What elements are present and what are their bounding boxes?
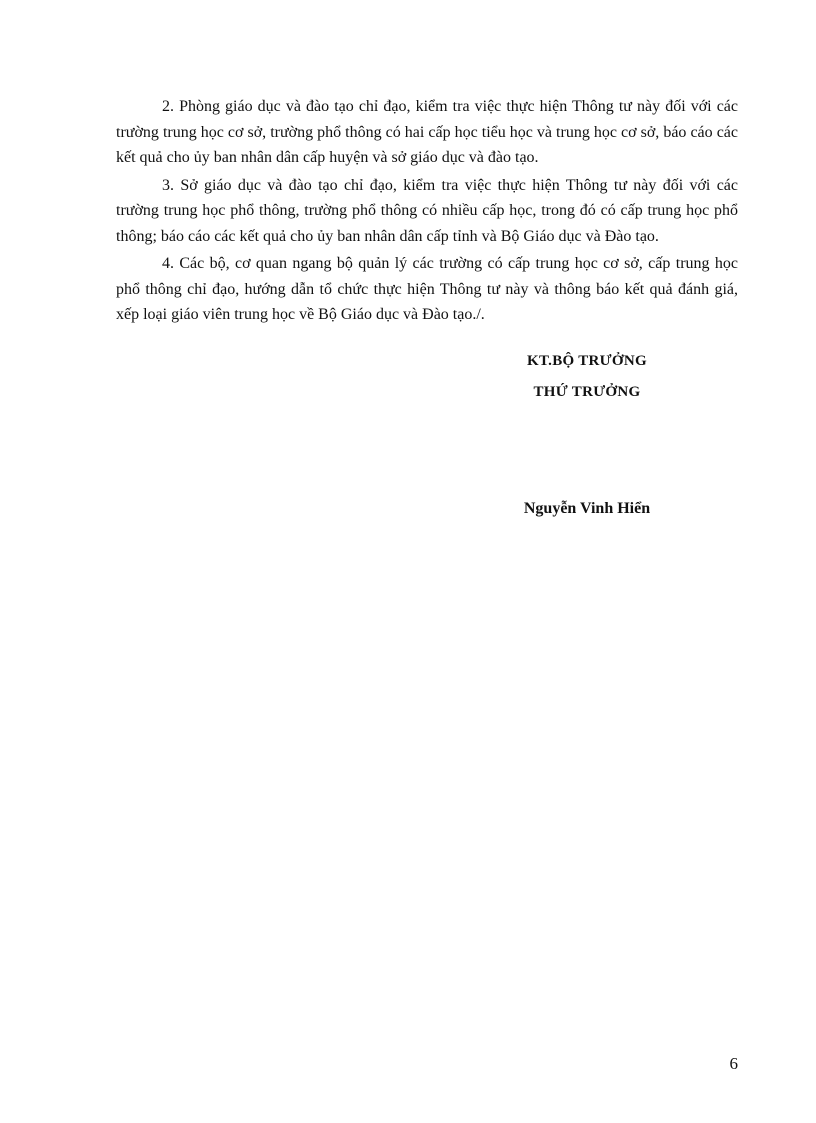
paragraph-3: 3. Sở giáo dục và đào tạo chỉ đạo, kiểm tra việc thực hiện Thông tư này đối với các trường trung học phổ thông, trường phổ thông có nhiều cấp học, trong đó có cấp trung học phổ thông; báo cáo các kết quả cho ủy ban nhân dân cấp tỉnh và Bộ Giáo dục và Đào tạo. (116, 176, 738, 245)
paragraph-4: 4. Các bộ, cơ quan ngang bộ quản lý các trường có cấp trung học cơ sở, cấp trung học phổ thông chỉ đạo, hướng dẫn tổ chức thực hiện Thông tư này và thông báo kết quả đánh giá, xếp loại giáo viên trung học về Bộ Giáo dục và Đào tạo./. (116, 255, 738, 323)
signer-name: Nguyễn Vinh Hiển (523, 500, 651, 517)
signature-title-deputy: KT.BỘ TRƯỞNG (526, 353, 647, 369)
paragraph-2: 2. Phòng giáo dục và đào tạo chỉ đạo, kiểm tra việc thực hiện Thông tư này đối với các trường trung học cơ sở, trường phổ thông có hai cấp học tiểu học và trung học cơ sở, báo cáo các kết quả cho ủy ban nhân dân cấp huyện và sở giáo dục và đào tạo. (116, 98, 738, 166)
document-body (116, 94, 738, 330)
page-number: 6 (729, 1054, 738, 1073)
signature-title-position: THỨ TRƯỞNG (533, 384, 641, 400)
